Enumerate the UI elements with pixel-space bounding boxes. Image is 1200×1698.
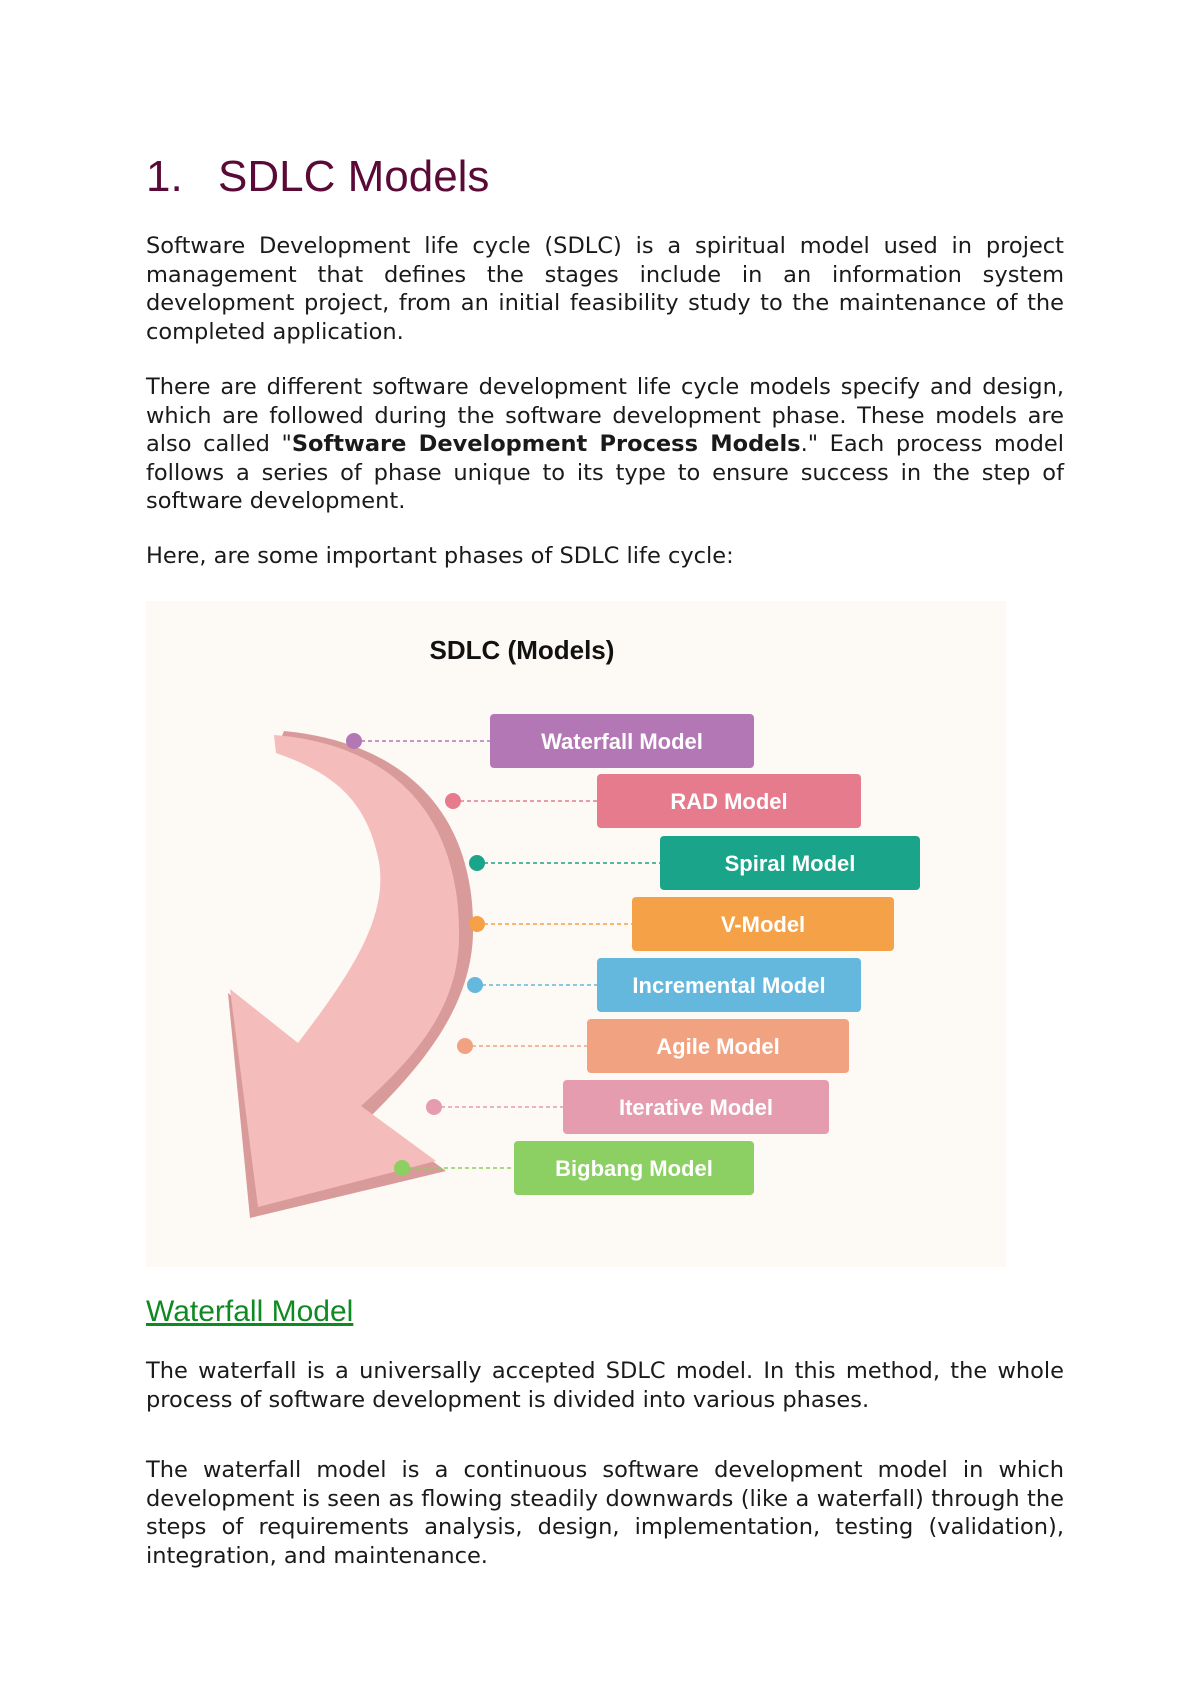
heading-number: 1. — [146, 152, 183, 201]
incremental-model-label: Incremental Model — [632, 973, 826, 998]
waterfall-paragraph-2: The waterfall model is a continuous software development model in which development is seen as flowing steadily downwards (like a waterfall) through the steps of requirements analysis, design, implementation, testing (validation), integration, and maintenance. — [146, 1457, 1064, 1569]
intro-paragraph-3: Here, are some important phases of SDLC life cycle: — [146, 543, 734, 569]
diagram-svg — [146, 601, 1006, 1267]
iterative-model-label: Iterative Model — [618, 1095, 774, 1120]
heading-title: SDLC Models — [218, 152, 490, 201]
rad-model-label: RAD Model — [670, 789, 788, 814]
waterfall-model-label: Waterfall Model — [541, 729, 703, 754]
intro-p2-text-b: ." Each process model follows a series of phase unique to its type to ensure success in the step of software development. — [146, 431, 1064, 514]
spiral-model-label: Spiral Model — [724, 851, 856, 876]
waterfall-model-dot — [346, 733, 362, 749]
intro-p2-text-a: There are different software development life cycle models specify and design, which are followed during the software development phase. These models are also called " — [146, 374, 1064, 457]
diagram-title: SDLC (Models) — [429, 635, 615, 665]
spiral-model-dot — [469, 855, 485, 871]
section-title-waterfall[interactable]: Waterfall Model — [146, 1295, 354, 1328]
page-title — [146, 152, 489, 202]
intro-paragraph-1: Software Development life cycle (SDLC) is a spiritual model used in project management that defines the stages include in an information system development project, from an initial feasibility study to the maintenance of the completed application. — [146, 233, 1064, 345]
sdlc-models-diagram — [146, 601, 1006, 1267]
bigbang-model-label: Bigbang Model — [555, 1156, 713, 1181]
rad-model-dot — [445, 793, 461, 809]
intro-paragraph-2 — [146, 373, 1064, 516]
agile-model-label: Agile Model — [656, 1034, 780, 1059]
intro-p2-bold: Software Development Process Models — [291, 431, 801, 457]
v-model-label: V-Model — [720, 912, 806, 937]
incremental-model-dot — [467, 977, 483, 993]
v-model-dot — [469, 916, 485, 932]
bigbang-model-dot — [394, 1160, 410, 1176]
iterative-model-dot — [426, 1099, 442, 1115]
waterfall-paragraph-1: The waterfall is a universally accepted SDLC model. In this method, the whole process of software development is divided into various phases. — [146, 1358, 1064, 1413]
agile-model-dot — [457, 1038, 473, 1054]
